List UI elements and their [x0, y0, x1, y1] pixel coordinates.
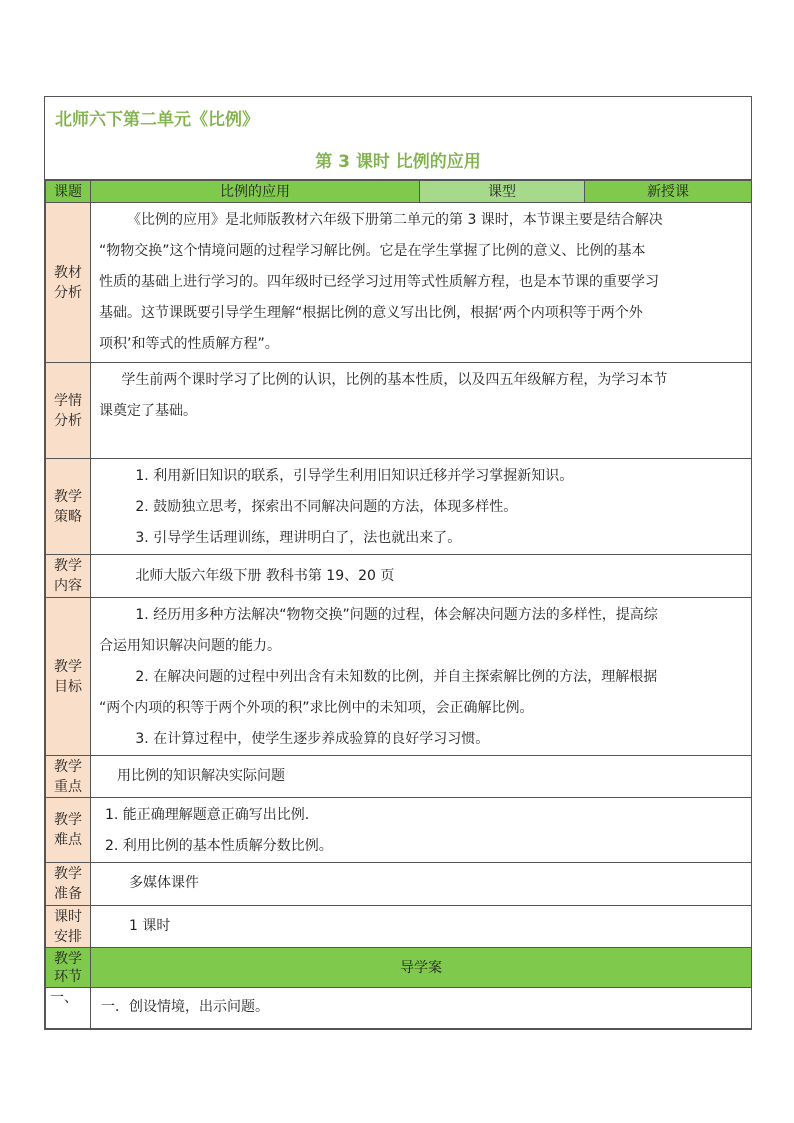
- goals-line: 合运用知识解决问题的能力。: [99, 638, 281, 654]
- difficulties-line: 1. 能正确理解题意正确写出比例.: [105, 807, 310, 823]
- students-content: [91, 363, 752, 459]
- key-points-value: [91, 756, 752, 798]
- lesson-title: 第 3 课时 比例的应用: [315, 152, 481, 172]
- step1-row: [46, 988, 752, 1029]
- goals-label: 教学 目标: [46, 598, 91, 756]
- step1-label: 一、: [46, 988, 91, 1029]
- goals-line: 2. 在解决问题的过程中列出含有未知数的比例，并自主探索解比例的方法，理解根据: [135, 669, 658, 685]
- students-label: 学情 分析: [46, 363, 91, 459]
- strategy-content: [91, 459, 752, 555]
- key-points-label: 教学 重点: [46, 756, 91, 798]
- textbook-line: 项积’和等式的性质解方程”。: [99, 336, 279, 352]
- preparation-row: [46, 863, 752, 906]
- process-heading: 导学案: [91, 948, 752, 988]
- process-label: 教学 环节: [46, 948, 91, 988]
- textbook-row: [46, 203, 752, 363]
- students-line: 学生前两个课时学习了比例的认识，比例的基本性质，以及四五年级解方程，为学习本节: [121, 372, 668, 388]
- textbook-line: 《比例的应用》是北师版教材六年级下册第二单元的第 3 课时，本节课主要是结合解决: [127, 212, 663, 228]
- step1-content: [91, 988, 752, 1029]
- goals-line: 1. 经历用多种方法解决“物物交换”问题的过程，体会解决问题方法的多样性，提高综: [135, 607, 658, 623]
- textbook-label: 教材 分析: [46, 203, 91, 363]
- strategy-label: 教学 策略: [46, 459, 91, 555]
- type-value: 新授课: [585, 181, 752, 203]
- students-row: [46, 363, 752, 459]
- difficulties-line: 2. 利用比例的基本性质解分数比例。: [105, 838, 333, 854]
- key-points-line: 用比例的知识解决实际问题: [117, 768, 285, 784]
- difficulties-row: [46, 798, 752, 863]
- content-row: [46, 555, 752, 598]
- goals-line: “两个内项的积等于两个外项的积”求比例中的未知项，会正确解比例。: [99, 700, 534, 716]
- topic-value: 比例的应用: [91, 181, 420, 203]
- info-row: [46, 181, 752, 203]
- difficulties-label: 教学 难点: [46, 798, 91, 863]
- students-line: 课奠定了基础。: [99, 403, 197, 419]
- goals-line: 3. 在计算过程中，使学生逐步养成验算的良好学习习惯。: [135, 731, 490, 747]
- content-value: [91, 555, 752, 598]
- schedule-row: [46, 906, 752, 948]
- key-points-row: [46, 756, 752, 798]
- document-header: [45, 97, 751, 180]
- content-label: 教学 内容: [46, 555, 91, 598]
- type-label: 课型: [420, 181, 585, 203]
- topic-label: 课题: [46, 181, 91, 203]
- content-line: 北师大版六年级下册 教科书第 19、20 页: [135, 568, 395, 584]
- unit-title: 北师六下第二单元《比例》: [55, 110, 259, 130]
- preparation-value: [91, 863, 752, 906]
- schedule-label: 课时 安排: [46, 906, 91, 948]
- lesson-table: [45, 180, 752, 1029]
- textbook-line: 基础。这节课既要引导学生理解“根据比例的意义写出比例，根据‘两个内项积等于两个外: [99, 305, 643, 321]
- process-row: [46, 948, 752, 988]
- textbook-content: [91, 203, 752, 363]
- goals-row: [46, 598, 752, 756]
- goals-content: [91, 598, 752, 756]
- schedule-line: 1 课时: [129, 918, 171, 934]
- textbook-line: “物物交换”这个情境问题的过程学习解比例。它是在学生掌握了比例的意义、比例的基本: [99, 243, 646, 259]
- textbook-line: 性质的基础上进行学习的。四年级时已经学习过用等式性质解方程，也是本节课的重要学习: [99, 274, 659, 290]
- strategy-item: 1. 利用新旧知识的联系，引导学生利用旧知识迁移并学习掌握新知识。: [135, 468, 574, 484]
- step1-line: 一．创设情境，出示问题。: [101, 999, 269, 1015]
- schedule-value: [91, 906, 752, 948]
- strategy-item: 2. 鼓励独立思考，探索出不同解决问题的方法，体现多样性。: [135, 499, 518, 515]
- strategy-row: [46, 459, 752, 555]
- difficulties-content: [91, 798, 752, 863]
- strategy-item: 3. 引导学生话理训练，理讲明白了，法也就出来了。: [135, 530, 462, 546]
- lesson-plan-document: [44, 96, 752, 1030]
- preparation-label: 教学 准备: [46, 863, 91, 906]
- preparation-line: 多媒体课件: [129, 875, 199, 891]
